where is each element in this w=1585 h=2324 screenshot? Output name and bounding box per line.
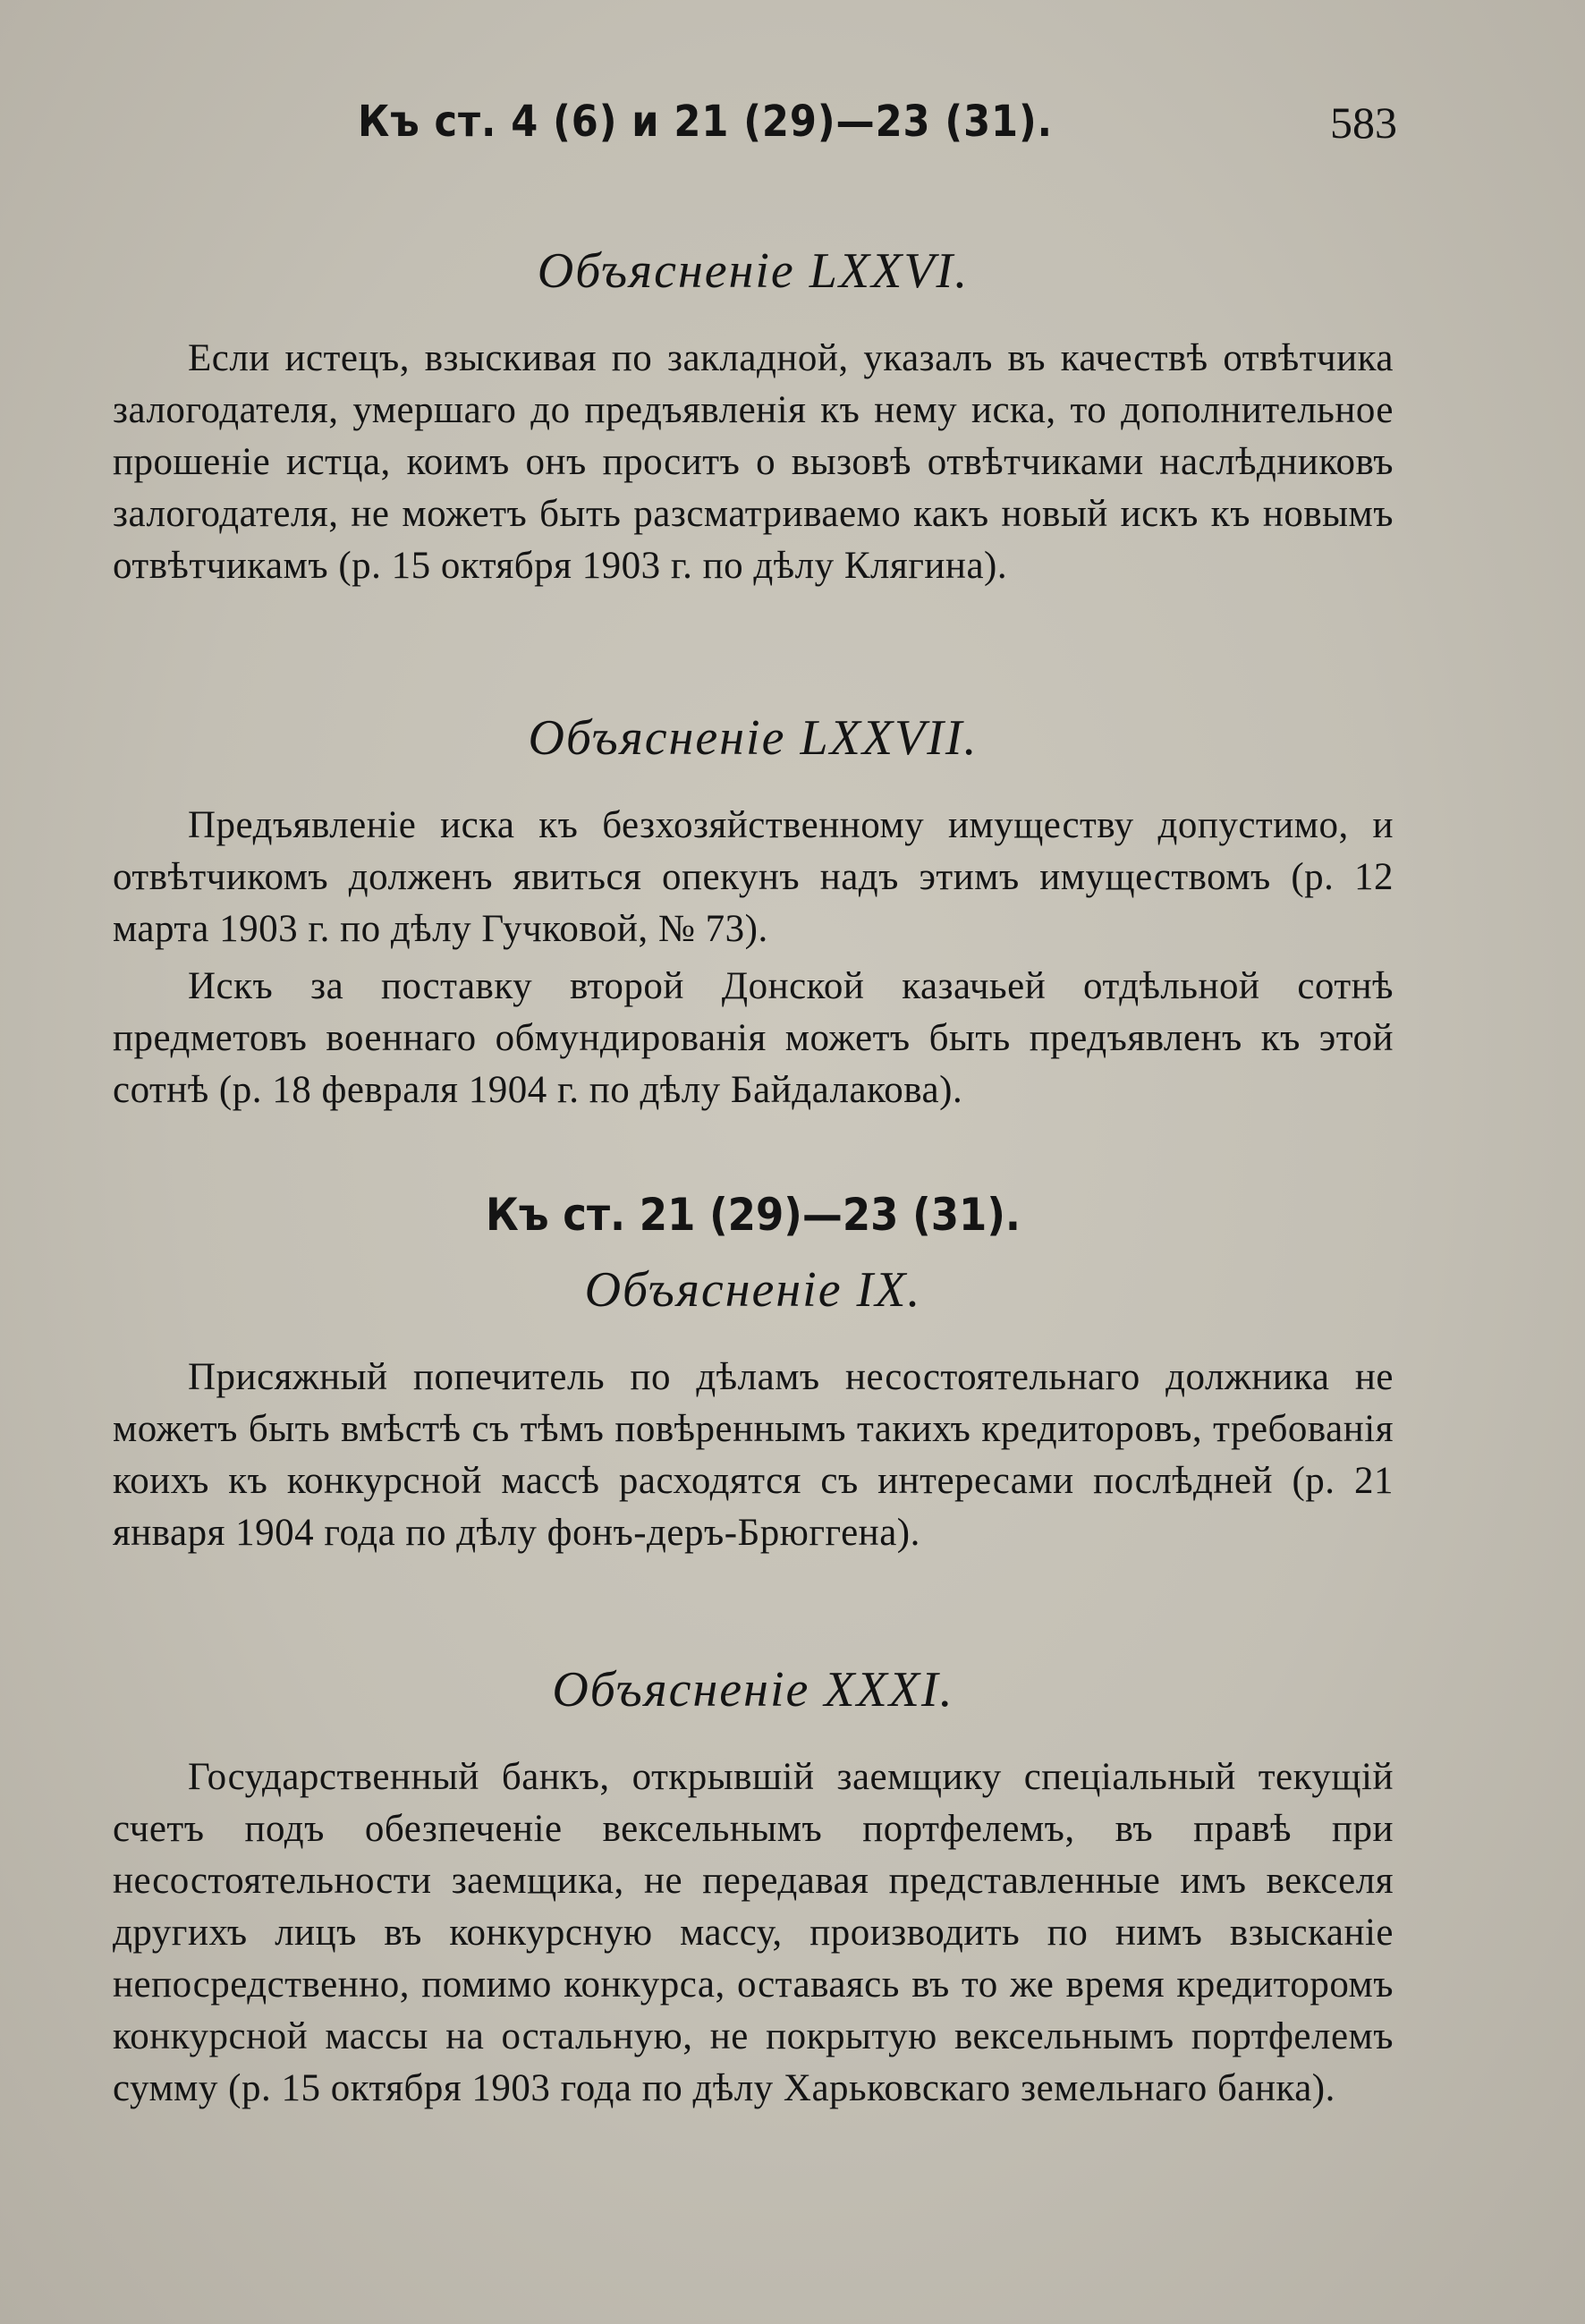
article-heading: Къ ст. 21 (29)—23 (31).	[486, 1189, 1021, 1241]
explanation-section-lxxvi	[113, 240, 1394, 598]
paragraph: Искъ за поставку второй Донской казачьей отдѣльной сотнѣ предметовъ военнаго обмундированія можетъ быть предъявленъ къ этой сотнѣ (р. 18 февраля 1904 г. по дѣлу Байдалакова).	[113, 965, 1394, 1111]
page-number: 583	[1330, 98, 1397, 148]
explanation-section-lxxvii	[113, 707, 1394, 1122]
header-title: Къ ст. 4 (6) и 21 (29)—23 (31).	[358, 97, 1053, 147]
running-header	[0, 86, 1585, 166]
paragraph: Предъявленіе иска къ безхозяйственному имуществу допустимо, и отвѣтчикомъ долженъ явиться опекунъ надъ этимъ имуществомъ (р. 12 марта 1903 г. по дѣлу Гучковой, № 73).	[113, 804, 1394, 950]
explanation-section-xxxi	[113, 1658, 1394, 2120]
paragraph: Если истецъ, взыскивая по закладной, указалъ въ качествѣ отвѣтчика залогодателя, умершаго до предъявленія къ нему иска, то дополнительное прошеніе истца, коимъ онъ проситъ о вызовѣ отвѣтчиками наслѣдниковъ залогодателя, не можетъ быть разсматриваемо какъ новый искъ къ новымъ отвѣтчикамъ (р. 15 октября 1903 г. по дѣлу Клягина).	[113, 337, 1394, 587]
article-section-21-23	[113, 1183, 1394, 1565]
paragraph: Присяжный попечитель по дѣламъ несостоятельнаго должника не можетъ быть вмѣстѣ съ тѣмъ повѣреннымъ такихъ кредиторовъ, требованія коихъ къ конкурсной массѣ расходятся съ интересами послѣдней (р. 21 января 1904 года по дѣлу фонъ-деръ-Брюггена).	[113, 1356, 1394, 1554]
explanation-title: Объясненіе LXXVII.	[528, 710, 979, 766]
explanation-title: Объясненіе XXXI.	[552, 1662, 954, 1718]
explanation-title: Объясненіе IX.	[584, 1262, 922, 1318]
paragraph: Государственный банкъ, открывшій заемщику спеціальный текущій счетъ подъ обезпеченіе вексельнымъ портфелемъ, въ правѣ при несостоятельности заемщика, не передавая представленные имъ векселя другихъ лицъ въ конкурсную массу, производить по нимъ взысканіе непосредственно, помимо конкурса, оставаясь въ то же время кредиторомъ конкурсной массы на остальную, не покрытую вексельнымъ портфелемъ сумму (р. 15 октября 1903 года по дѣлу Харьковскаго земельнаго банка).	[113, 1756, 1394, 2109]
explanation-title: Объясненіе LXXVI.	[537, 243, 970, 299]
